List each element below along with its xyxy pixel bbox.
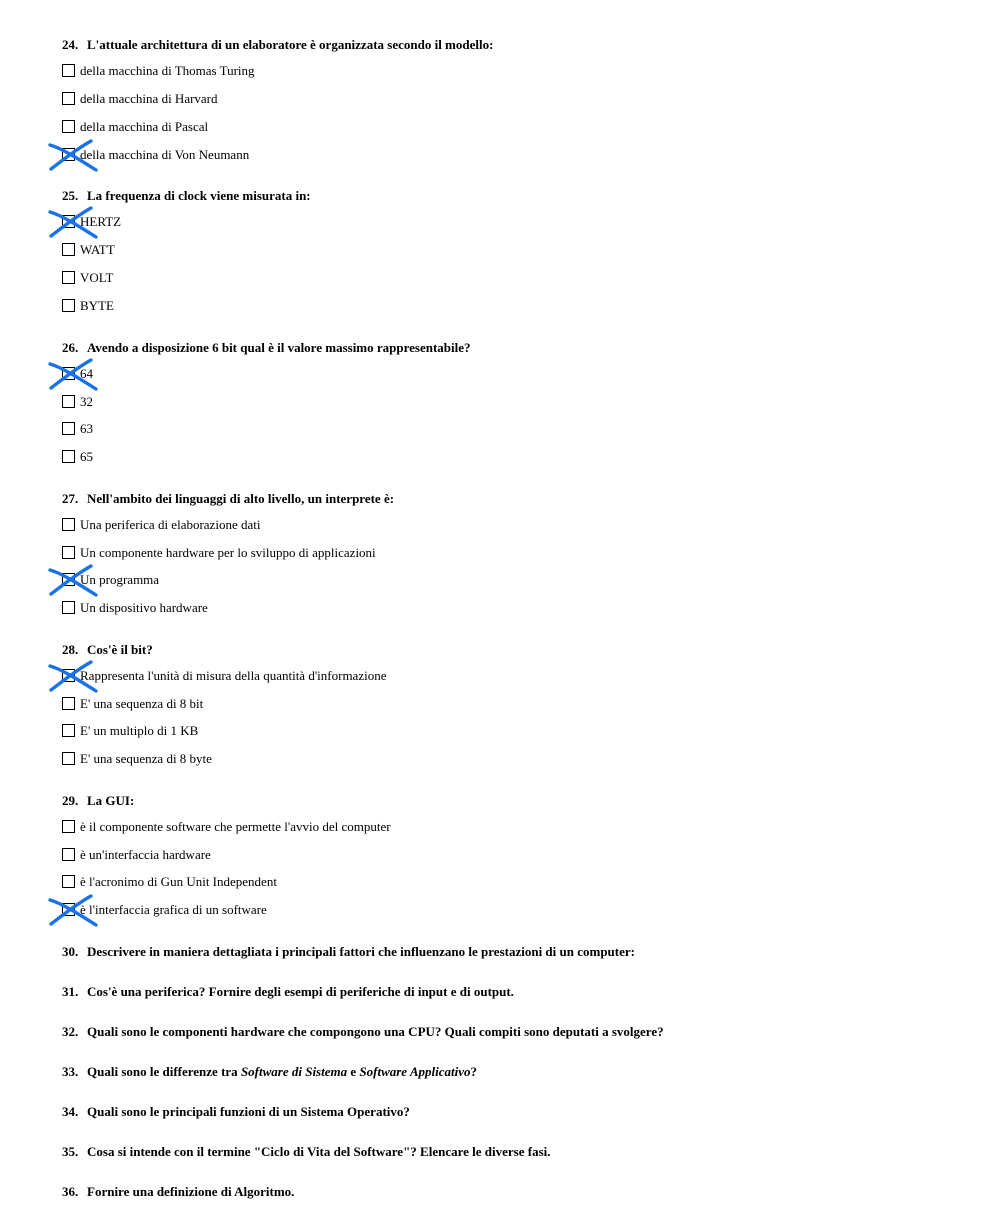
question-text: ? (470, 1064, 478, 1079)
answer-option-label: è il componente software che permette l'avvio del computer (80, 819, 391, 834)
hand-drawn-x-mark-icon (47, 563, 99, 599)
question-number: 32. (62, 1024, 79, 1039)
answer-checkbox[interactable] (62, 299, 75, 312)
question-heading (62, 642, 153, 658)
hand-drawn-x-mark-icon (47, 357, 99, 393)
question-number: 24. (62, 37, 79, 52)
question-text: Avendo a disposizione 6 bit qual è il valore massimo rappresentabile? (87, 340, 471, 355)
answer-checkbox[interactable] (62, 875, 75, 888)
answer-checkbox[interactable] (62, 724, 75, 737)
answer-checkbox[interactable] (62, 243, 75, 256)
question-number: 30. (62, 944, 79, 959)
question-number: 34. (62, 1104, 79, 1119)
answer-option-label: HERTZ (80, 214, 122, 229)
answer-checkbox[interactable] (62, 92, 75, 105)
question-number: 29. (62, 793, 79, 808)
answer-option-label: 32 (80, 394, 93, 409)
answer-option-label: BYTE (80, 298, 114, 313)
open-question-heading (62, 944, 635, 960)
question-number: 33. (62, 1064, 79, 1079)
answer-option-label: VOLT (80, 270, 114, 285)
answer-option-label: E' un multiplo di 1 KB (80, 723, 199, 738)
question-text: Quali sono le principali funzioni di un Sistema Operativo? (87, 1104, 410, 1119)
question-text: Fornire una definizione di Algoritmo. (87, 1184, 295, 1199)
question-heading (62, 188, 311, 204)
answer-checkbox[interactable] (62, 64, 75, 77)
question-text: Quali sono le differenze tra (87, 1064, 241, 1079)
answer-option-label: della macchina di Harvard (80, 91, 218, 106)
answer-checkbox[interactable] (62, 601, 75, 614)
question-heading (62, 37, 493, 53)
hand-drawn-x-mark-icon (47, 138, 99, 174)
question-text: L'attuale architettura di un elaboratore è organizzata secondo il modello: (87, 37, 494, 52)
hand-drawn-x-mark-icon (47, 205, 99, 241)
answer-option-label: 63 (80, 421, 93, 436)
question-number: 28. (62, 642, 79, 657)
question-text: La frequenza di clock viene misurata in: (87, 188, 311, 203)
question-number: 25. (62, 188, 79, 203)
open-question-heading (62, 1064, 477, 1080)
answer-option-label: Rappresenta l'unità di misura della quantità d'informazione (80, 668, 387, 683)
question-number: 26. (62, 340, 79, 355)
question-number: 31. (62, 984, 79, 999)
question-heading (62, 340, 471, 356)
question-number: 36. (62, 1184, 79, 1199)
answer-checkbox[interactable] (62, 697, 75, 710)
answer-checkbox[interactable] (62, 820, 75, 833)
answer-option-label: Una periferica di elaborazione dati (80, 517, 261, 532)
answer-option-label: della macchina di Pascal (80, 119, 209, 134)
answer-checkbox[interactable] (62, 271, 75, 284)
answer-checkbox[interactable] (62, 395, 75, 408)
question-text-italic: Software di Sistema (240, 1064, 348, 1079)
question-text: e (347, 1064, 360, 1079)
question-number: 35. (62, 1144, 79, 1159)
answer-checkbox[interactable] (62, 422, 75, 435)
answer-option-label: della macchina di Thomas Turing (80, 63, 255, 78)
hand-drawn-x-mark-icon (47, 659, 99, 695)
answer-checkbox[interactable] (62, 518, 75, 531)
open-question-heading (62, 1024, 664, 1040)
answer-option-label: Un programma (80, 572, 160, 587)
answer-option-label: Un componente hardware per lo sviluppo di applicazioni (80, 545, 376, 560)
answer-checkbox[interactable] (62, 120, 75, 133)
answer-option-label: 65 (80, 449, 93, 464)
hand-drawn-x-mark-icon (47, 893, 99, 929)
question-text: La GUI: (87, 793, 135, 808)
answer-option-label: WATT (80, 242, 115, 257)
answer-checkbox[interactable] (62, 752, 75, 765)
open-question-heading (62, 984, 514, 1000)
question-heading (62, 491, 394, 507)
question-text-italic: Software Applicativo (359, 1064, 471, 1079)
question-text: Cosa si intende con il termine "Ciclo di Vita del Software"? Elencare le diverse fasi. (87, 1144, 551, 1159)
open-question-heading (62, 1184, 294, 1200)
answer-option-label: 64 (80, 366, 93, 381)
question-text: Nell'ambito dei linguaggi di alto livello, un interprete è: (87, 491, 395, 506)
answer-option-label: E' una sequenza di 8 byte (80, 751, 212, 766)
answer-option-label: è un'interfaccia hardware (80, 847, 211, 862)
answer-option-label: E' una sequenza di 8 bit (80, 696, 204, 711)
answer-option-label: Un dispositivo hardware (80, 600, 208, 615)
open-question-heading (62, 1104, 410, 1120)
answer-checkbox[interactable] (62, 848, 75, 861)
question-text: Descrivere in maniera dettagliata i principali fattori che influenzano le prestazioni di un computer: (87, 944, 635, 959)
question-number: 27. (62, 491, 79, 506)
question-heading (62, 793, 134, 809)
answer-checkbox[interactable] (62, 546, 75, 559)
open-question-heading (62, 1144, 551, 1160)
answer-option-label: della macchina di Von Neumann (80, 147, 250, 162)
answer-checkbox[interactable] (62, 450, 75, 463)
answer-option-label: è l'interfaccia grafica di un software (80, 902, 267, 917)
question-text: Quali sono le componenti hardware che compongono una CPU? Quali compiti sono deputati a svolgere? (87, 1024, 664, 1039)
question-text: Cos'è il bit? (87, 642, 153, 657)
question-text: Cos'è una periferica? Fornire degli esempi di periferiche di input e di output. (87, 984, 514, 999)
answer-option-label: è l'acronimo di Gun Unit Independent (80, 874, 277, 889)
